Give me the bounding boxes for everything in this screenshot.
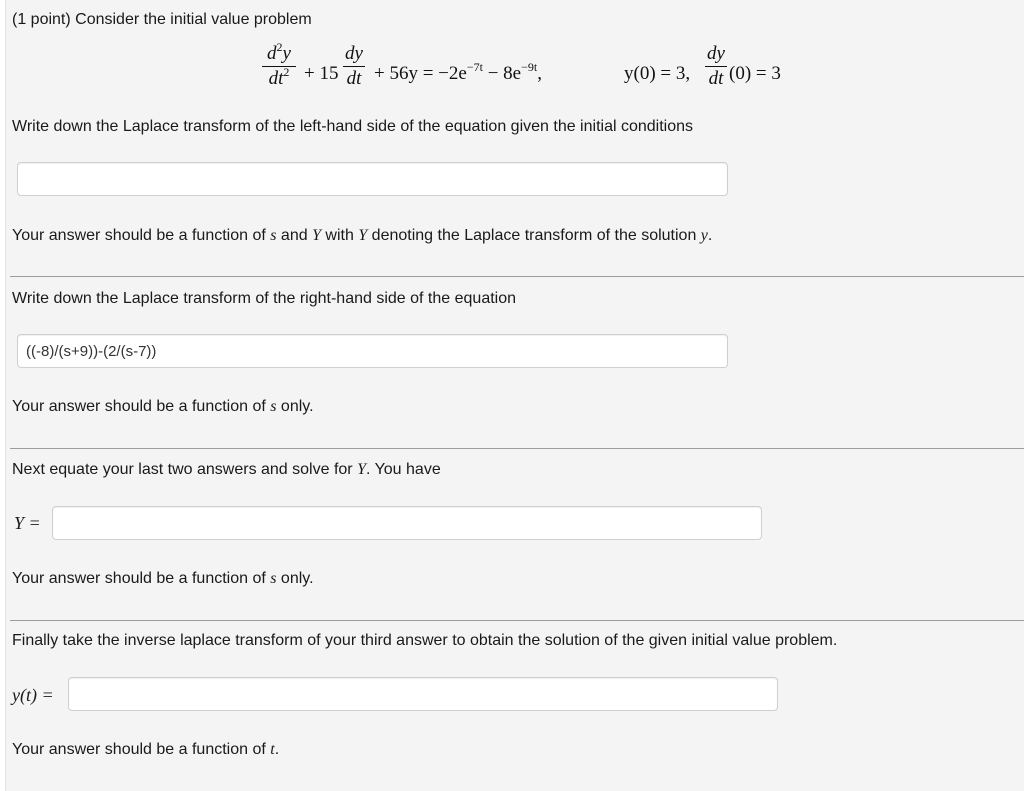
- y-of-t-label: y(t) =: [12, 685, 54, 705]
- initial-condition-y: y(0) = 3,: [624, 63, 691, 84]
- second-derivative-fraction: $d^2y$ $dt^2$: [262, 44, 296, 89]
- lhs-hint: Your answer should be a function of s and Y with Y denoting the Laplace transform of the solution y.: [12, 227, 713, 244]
- lhs-answer-input[interactable]: [17, 162, 728, 196]
- problem-header: (1 point) Consider the initial value problem: [12, 11, 312, 28]
- Y-hint: Your answer should be a function of s only.: [12, 570, 314, 587]
- rhs-prompt: Write down the Laplace transform of the right-hand side of the equation: [12, 290, 517, 307]
- inverse-transform-prompt: Finally take the inverse laplace transform of your third answer to obtain the solution of the given initial value problem.: [12, 632, 838, 649]
- differential-equation: [0, 40, 1024, 108]
- y-of-t-hint: Your answer should be a function of t.: [12, 741, 280, 758]
- section-divider: [10, 620, 1024, 621]
- Y-answer-input[interactable]: [52, 506, 762, 540]
- section-divider: [10, 276, 1024, 277]
- y-of-t-answer-input[interactable]: [68, 677, 778, 711]
- initial-condition-dy: (0) = 3: [729, 63, 781, 84]
- plus-15: + 15: [304, 63, 339, 84]
- Y-label: Y =: [14, 513, 41, 533]
- section-divider: [10, 448, 1024, 449]
- lhs-prompt: Write down the Laplace transform of the left-hand side of the equation given the initial conditions: [12, 118, 694, 135]
- rhs-hint: Your answer should be a function of s only.: [12, 398, 314, 415]
- initial-condition-derivative-fraction: dy dt: [705, 44, 727, 89]
- solve-y-prompt: Next equate your last two answers and solve for Y. You have: [12, 461, 441, 478]
- equation-rhs: + $56y = -2e^{-7t} - 8e^{-9t}$,: [374, 60, 542, 84]
- rhs-answer-input[interactable]: [17, 334, 728, 368]
- first-derivative-fraction: dy dt: [343, 44, 365, 89]
